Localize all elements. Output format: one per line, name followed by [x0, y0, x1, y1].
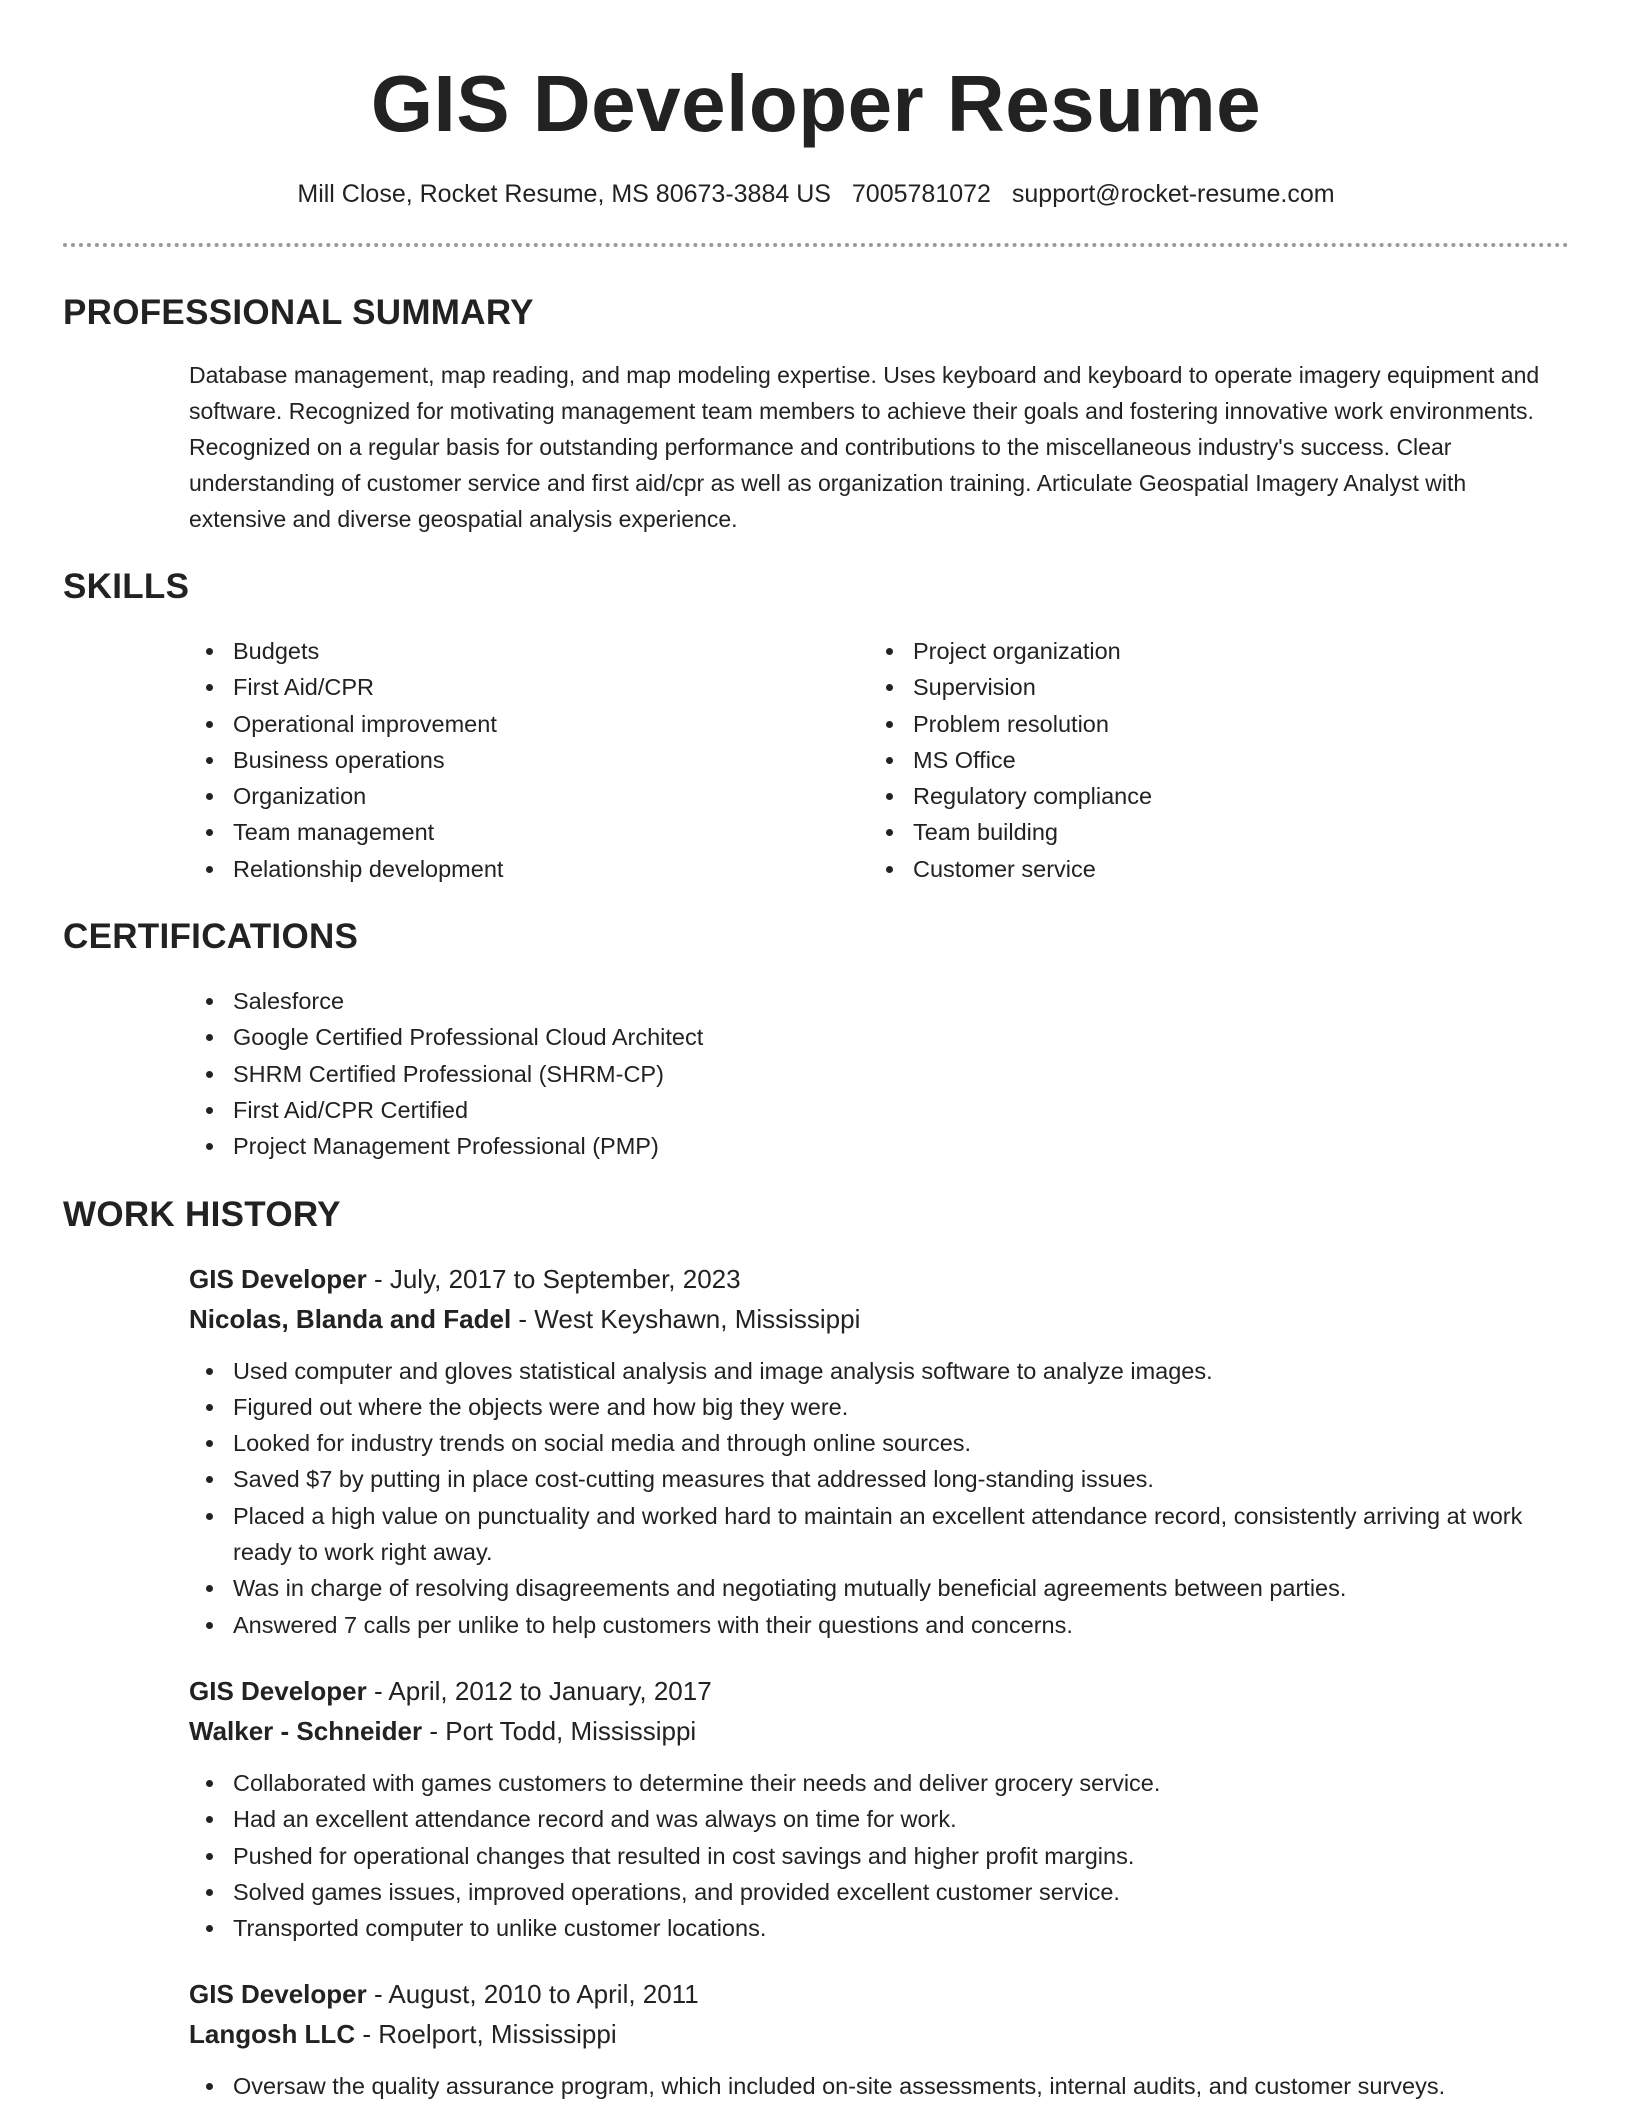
skills-column-2: [913, 633, 1423, 887]
job-title-line: [189, 1259, 1569, 1299]
job-bullet: Answered 7 calls per unlike to help customers with their questions and concerns.: [233, 1607, 1569, 1643]
job-bullet: Used computer and gloves statistical analysis and image analysis software to analyze images.: [233, 1353, 1569, 1389]
job-bullet: Solved games issues, improved operations, and provided excellent customer service.: [233, 1874, 1569, 1910]
skills-heading: SKILLS: [63, 567, 190, 606]
job-entry: [63, 1974, 1569, 2104]
skill-item: MS Office: [913, 742, 1423, 778]
job-dates: - July, 2017 to September, 2023: [366, 1263, 741, 1294]
skill-item: Organization: [233, 778, 743, 814]
skill-item: Supervision: [913, 669, 1423, 705]
job-bullet: Figured out where the objects were and how big they were.: [233, 1389, 1569, 1425]
job-bullets: [63, 1353, 1569, 1643]
skill-item: Team building: [913, 814, 1423, 850]
job-bullet: Saved $7 by putting in place cost-cutting measures that addressed long-standing issues.: [233, 1461, 1569, 1497]
job-bullet: Pushed for operational changes that resulted in cost savings and higher profit margins.: [233, 1838, 1569, 1874]
job-bullet: Collaborated with games customers to determine their needs and deliver grocery service.: [233, 1765, 1569, 1801]
job-company-line: [189, 1299, 1569, 1339]
job-title: GIS Developer: [189, 1675, 367, 1706]
job-bullet: Oversaw the quality assurance program, which included on-site assessments, internal audits, and customer surveys.: [233, 2068, 1569, 2104]
job-bullet: Looked for industry trends on social media and through online sources.: [233, 1425, 1569, 1461]
contact-phone: 7005781072: [851, 180, 991, 208]
job-bullet: Had an excellent attendance record and was always on time for work.: [233, 1801, 1569, 1837]
job-location: - West Keyshawn, Mississippi: [511, 1303, 861, 1334]
job-dates: - April, 2012 to January, 2017: [366, 1675, 712, 1706]
skill-item: First Aid/CPR: [233, 669, 743, 705]
job-title: GIS Developer: [189, 1263, 367, 1294]
contact-email: support@rocket-resume.com: [1011, 180, 1335, 208]
work-history-heading: WORK HISTORY: [63, 1194, 341, 1234]
job-bullet: Was in charge of resolving disagreements and negotiating mutually beneficial agreements between parties.: [233, 1570, 1569, 1606]
certification-item: Google Certified Professional Cloud Architect: [233, 1019, 1569, 1055]
certifications-heading: CERTIFICATIONS: [63, 917, 359, 957]
job-bullet: Transported computer to unlike customer locations.: [233, 1910, 1569, 1946]
skill-item: Operational improvement: [233, 706, 743, 742]
job-entry: [63, 1259, 1569, 1643]
certification-item: Project Management Professional (PMP): [233, 1128, 1569, 1164]
job-company-line: [189, 2014, 1569, 2054]
summary-heading: PROFESSIONAL SUMMARY: [63, 293, 534, 332]
skill-item: Relationship development: [233, 851, 743, 887]
skill-item: Team management: [233, 814, 743, 850]
contact-line: [63, 178, 1569, 210]
job-title-line: [189, 1974, 1569, 2014]
job-location: - Roelport, Mississippi: [355, 2019, 617, 2050]
job-title: GIS Developer: [189, 1979, 367, 2010]
summary-text: Database management, map reading, and map modeling expertise. Uses keyboard and keyboard to operate imagery equipment and software. Recognized for motivating management team members to achieve their goals and fostering innovative work environments. Recognized on a regular basis for outstanding performance and contributions to the miscellaneous industry's success. Clear understanding of customer service and first aid/cpr as well as organization training. Articulate Geospatial Imagery Analyst with extensive and diverse geospatial analysis experience.: [189, 362, 1540, 532]
job-company: Nicolas, Blanda and Fadel: [189, 1303, 512, 1334]
job-title-line: [189, 1671, 1569, 1711]
skill-item: Customer service: [913, 851, 1423, 887]
skills-column-1: [63, 633, 743, 887]
certification-item: SHRM Certified Professional (SHRM-CP): [233, 1056, 1569, 1092]
skill-item: Project organization: [913, 633, 1423, 669]
skills-list: [63, 633, 1569, 887]
skill-item: Budgets: [233, 633, 743, 669]
job-bullet: Placed a high value on punctuality and worked hard to maintain an excellent attendance record, consistently arriving at work ready to work right away.: [233, 1498, 1569, 1571]
certifications-list: [63, 983, 1569, 1164]
job-company: Langosh LLC: [189, 2019, 356, 2050]
skill-item: Business operations: [233, 742, 743, 778]
certification-item: First Aid/CPR Certified: [233, 1092, 1569, 1128]
job-location: - Port Todd, Mississippi: [422, 1715, 697, 1746]
skill-item: Regulatory compliance: [913, 778, 1423, 814]
certification-item: Salesforce: [233, 983, 1569, 1019]
header-divider: [63, 243, 1569, 247]
job-dates: - August, 2010 to April, 2011: [366, 1979, 699, 2010]
job-bullets: [63, 2068, 1569, 2104]
job-company: Walker - Schneider: [189, 1715, 423, 1746]
job-company-line: [189, 1711, 1569, 1751]
job-bullets: [63, 1765, 1569, 1946]
skill-item: Problem resolution: [913, 706, 1423, 742]
job-entry: [63, 1671, 1569, 1946]
resume-title: GIS Developer Resume: [370, 59, 1262, 148]
contact-address: Mill Close, Rocket Resume, MS 80673-3884 US: [297, 180, 831, 208]
